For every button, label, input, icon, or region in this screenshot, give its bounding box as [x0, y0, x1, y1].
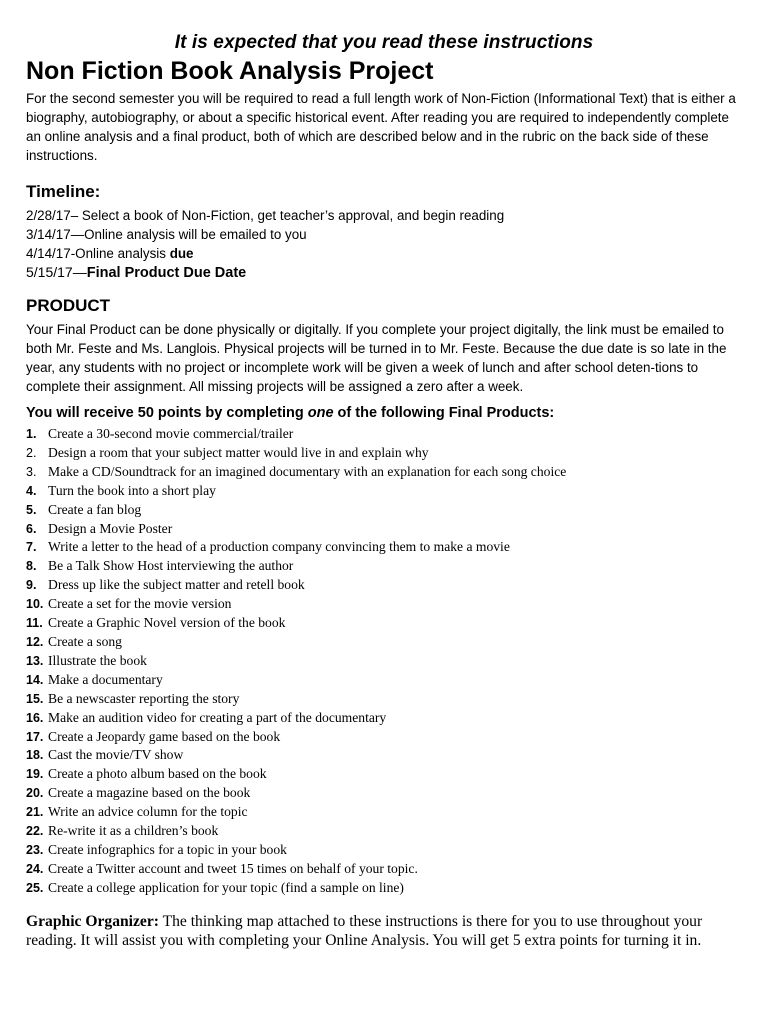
- final-product-text: Make an audition video for creating a part of the documentary: [48, 709, 387, 725]
- final-product-item: [26, 879, 742, 898]
- final-product-text: Write an advice column for the topic: [48, 804, 248, 820]
- final-product-text: Design a Movie Poster: [48, 520, 173, 536]
- product-heading: PRODUCT: [26, 296, 111, 315]
- timeline-row: [26, 225, 742, 244]
- final-product-text: Write a letter to the head of a production company convincing them to make a movie: [48, 539, 510, 555]
- final-product-item: [26, 633, 742, 652]
- final-product-item: [26, 709, 742, 728]
- intro-paragraph: For the second semester you will be required to read a full length work of Non-Fiction (Informational Text) that is either a biography, autobiography, or about a specific historical event. After reading you are required to independently complete an online analysis and a final product, both of which are described below and in the rubric on the back side of these instructions.: [26, 91, 736, 163]
- final-product-number: 15.: [26, 691, 44, 706]
- timeline-date: 2/28/17: [26, 208, 71, 223]
- final-product-number: 22.: [26, 824, 44, 839]
- final-product-item: [26, 444, 742, 463]
- final-product-text: Create a photo album based on the book: [48, 766, 267, 782]
- final-product-text: Create a college application for your topic (find a sample on line): [48, 879, 404, 895]
- final-product-item: [26, 671, 742, 690]
- final-products-heading-end: of the following Final Products:: [333, 405, 555, 421]
- final-product-item: [26, 690, 742, 709]
- final-product-text: Create a magazine based on the book: [48, 785, 251, 801]
- final-product-number: 3.: [26, 464, 37, 479]
- final-product-text: Create a song: [48, 633, 122, 649]
- final-product-text: Cast the movie/TV show: [48, 747, 184, 763]
- timeline-date: 5/15/17: [26, 264, 73, 280]
- final-product-number: 4.: [26, 483, 37, 498]
- final-product-number: 7.: [26, 540, 37, 555]
- final-product-item: [26, 784, 742, 803]
- final-product-item: [26, 841, 742, 860]
- final-product-item: [26, 822, 742, 841]
- final-product-item: [26, 538, 742, 557]
- final-product-item: [26, 652, 742, 671]
- final-product-text: Be a Talk Show Host interviewing the author: [48, 558, 294, 574]
- final-product-number: 10.: [26, 597, 44, 612]
- timeline-separator: —: [70, 227, 85, 242]
- final-product-number: 2.: [26, 445, 37, 460]
- timeline-separator: —: [72, 264, 87, 280]
- final-product-text: Create a set for the movie version: [48, 596, 232, 612]
- final-product-number: 9.: [26, 578, 37, 593]
- graphic-organizer-text: The thinking map attached to these instructions is there for you to use throughout your reading. It will assist you with completing your Online Analysis. You will get 5 extra points for turning it in.: [26, 912, 703, 949]
- final-product-number: 5.: [26, 502, 37, 517]
- final-product-number: 19.: [26, 767, 44, 782]
- final-product-item: [26, 595, 742, 614]
- final-product-number: 20.: [26, 786, 44, 801]
- final-product-item: [26, 728, 742, 747]
- final-product-item: [26, 746, 742, 765]
- final-product-text: Illustrate the book: [48, 652, 147, 668]
- timeline-text: Select a book of Non-Fiction, get teacher’s approval, and begin reading: [81, 208, 505, 223]
- final-product-item: [26, 463, 742, 482]
- timeline-heading: Timeline:: [26, 182, 101, 201]
- final-product-number: 23.: [26, 842, 44, 857]
- final-product-text: Design a room that your subject matter would live in and explain why: [48, 444, 429, 460]
- graphic-organizer-note: [26, 912, 742, 950]
- timeline-row: [26, 244, 742, 263]
- final-product-number: 11.: [26, 616, 43, 631]
- timeline-separator: -: [70, 246, 76, 261]
- graphic-organizer-label: Graphic Organizer:: [26, 912, 159, 930]
- final-product-item: [26, 765, 742, 784]
- final-product-number: 25.: [26, 880, 44, 895]
- final-product-item: [26, 860, 742, 879]
- final-products-heading-start: You will receive 50 points by completing: [26, 405, 308, 421]
- final-product-number: 21.: [26, 805, 44, 820]
- final-product-item: [26, 576, 742, 595]
- timeline-row: [26, 206, 742, 225]
- product-paragraph: Your Final Product can be done physically or digitally. If you complete your project digitally, the link must be emailed to both Mr. Feste and Ms. Langlois. Physical projects will be turned in to Mr. Feste. Because the due date is so late in the year, any students with no project or incomplete work will be given a week of lunch and after school deten-tions to complete their assignment. All missing projects will be assigned a zero after a week.: [26, 322, 727, 394]
- final-product-item: [26, 803, 742, 822]
- final-product-item: [26, 501, 742, 520]
- final-product-number: 18.: [26, 748, 44, 763]
- final-product-number: 13.: [26, 653, 44, 668]
- final-product-item: [26, 520, 742, 539]
- timeline-text: Online analysis will be emailed to you: [84, 227, 307, 242]
- final-product-number: 17.: [26, 729, 44, 744]
- timeline-separator: –: [70, 208, 82, 223]
- final-product-text: Dress up like the subject matter and retell book: [48, 577, 305, 593]
- timeline-emphasis: Final Product Due Date: [86, 265, 247, 281]
- instructions-banner: It is expected that you read these instructions: [174, 32, 594, 53]
- final-product-text: Be a newscaster reporting the story: [48, 690, 240, 706]
- final-product-item: [26, 425, 742, 444]
- final-product-number: 6.: [26, 521, 37, 536]
- final-product-text: Create a Graphic Novel version of the book: [48, 615, 286, 631]
- final-product-item: [26, 557, 742, 576]
- final-product-number: 14.: [26, 672, 44, 687]
- timeline-row: [26, 263, 742, 283]
- final-product-number: 24.: [26, 861, 44, 876]
- final-product-text: Make a documentary: [48, 671, 163, 687]
- final-product-item: [26, 482, 742, 501]
- final-products-heading-emphasis: one: [307, 405, 334, 421]
- final-products-heading: [26, 403, 742, 423]
- final-product-number: 1.: [26, 427, 37, 441]
- final-product-number: 8.: [26, 559, 37, 574]
- final-products-list: [26, 425, 742, 898]
- final-product-number: 16.: [26, 710, 44, 725]
- final-product-text: Make a CD/Soundtrack for an imagined documentary with an explanation for each song choice: [48, 463, 567, 479]
- timeline-text: Online analysis: [75, 246, 170, 261]
- timeline-date: 4/14/17: [26, 246, 71, 261]
- final-product-text: Create a 30-second movie commercial/trailer: [48, 426, 294, 441]
- final-product-item: [26, 614, 742, 633]
- final-product-text: Re-write it as a children’s book: [48, 823, 219, 839]
- final-product-text: Create a fan blog: [48, 501, 142, 517]
- page-title: Non Fiction Book Analysis Project: [26, 57, 434, 85]
- final-product-text: Create a Jeopardy game based on the book: [48, 728, 281, 744]
- timeline-date: 3/14/17: [26, 227, 71, 242]
- final-product-text: Create a Twitter account and tweet 15 times on behalf of your topic.: [48, 860, 418, 876]
- final-product-text: Create infographics for a topic in your book: [48, 841, 287, 857]
- timeline-emphasis: due: [169, 246, 194, 261]
- final-product-number: 12.: [26, 634, 44, 649]
- final-product-text: Turn the book into a short play: [48, 482, 216, 498]
- timeline-list: [26, 206, 742, 283]
